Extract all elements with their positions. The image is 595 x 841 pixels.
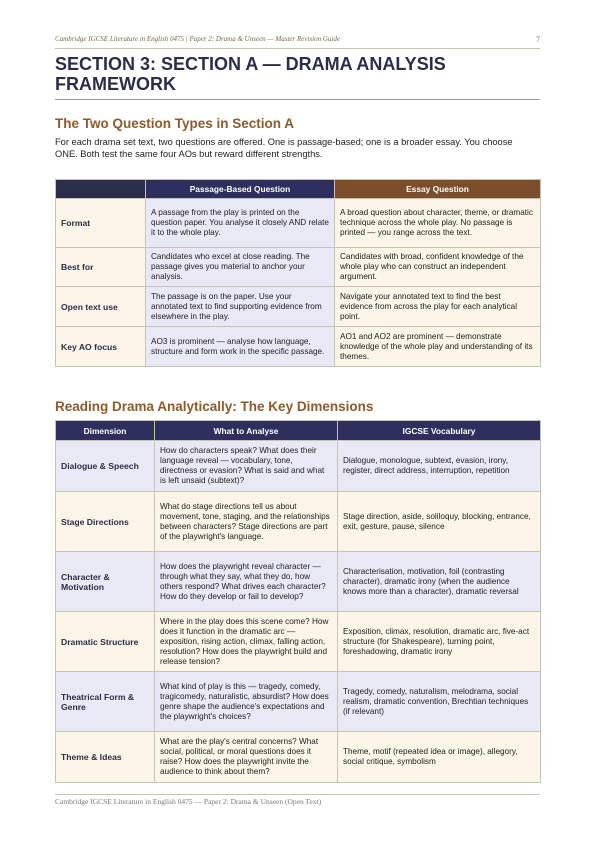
table-header-row bbox=[56, 421, 541, 441]
vocabulary-cell: Tragedy, comedy, naturalism, melodrama, social realism, dramatic convention, Brechtian techniques (if relevant) bbox=[338, 672, 541, 732]
table-row bbox=[56, 441, 541, 492]
passage-cell: AO3 is prominent — analyse how language, structure and form work in the specific passage. bbox=[146, 327, 335, 367]
question-types-intro: For each drama set text, two questions are offered. One is passage-based; one is a broader essay. You choose ONE. Both test the same four AOs but reward different strengths. bbox=[55, 137, 513, 159]
analyse-cell: How do characters speak? What does their language reveal — vocabulary, tone, directness or evasion? What is said and what is left unsaid (subtext)? bbox=[155, 441, 338, 492]
page-number: 7 bbox=[536, 35, 540, 44]
essay-cell: AO1 and AO2 are prominent — demonstrate knowledge of the whole play and understanding of its themes. bbox=[335, 327, 541, 367]
table-row bbox=[56, 287, 541, 327]
row-label: Format bbox=[56, 199, 146, 248]
column-header-dimension: Dimension bbox=[56, 421, 155, 441]
dimensions-table bbox=[55, 420, 541, 783]
essay-cell: Navigate your annotated text to find the best evidence from across the play for each analytical point. bbox=[335, 287, 541, 327]
dimensions-heading: Reading Drama Analytically: The Key Dimensions bbox=[55, 399, 374, 414]
dimension-cell: Theme & Ideas bbox=[56, 732, 155, 783]
question-types-table bbox=[55, 179, 541, 367]
row-label: Open text use bbox=[56, 287, 146, 327]
table-row bbox=[56, 327, 541, 367]
dimension-cell: Dramatic Structure bbox=[56, 612, 155, 672]
dimension-cell: Character & Motivation bbox=[56, 552, 155, 612]
vocabulary-cell: Dialogue, monologue, subtext, evasion, irony, register, direct address, interruption, repetition bbox=[338, 441, 541, 492]
dimension-cell: Stage Directions bbox=[56, 492, 155, 552]
header-divider bbox=[55, 48, 540, 49]
table-row bbox=[56, 199, 541, 248]
table-header-row bbox=[56, 180, 541, 199]
analyse-cell: What kind of play is this — tragedy, comedy, tragicomedy, naturalistic, absurdist? How does genre shape the audience's expectations and the playwright's choices? bbox=[155, 672, 338, 732]
essay-cell: Candidates with broad, confident knowledge of the whole play who can construct an independent argument. bbox=[335, 248, 541, 287]
passage-cell: A passage from the play is printed on the question paper. You analyse it closely AND relate it to the whole play. bbox=[146, 199, 335, 248]
analyse-cell: How does the playwright reveal character — through what they say, what they do, how others respond? What drives each character? How do they develop or fail to develop? bbox=[155, 552, 338, 612]
page-footer: Cambridge IGCSE Literature in English 0475 — Paper 2: Drama & Unseen (Open Text) bbox=[55, 797, 322, 806]
vocabulary-cell: Stage direction, aside, soliloquy, blocking, entrance, exit, gesture, pause, silence bbox=[338, 492, 541, 552]
dimension-cell: Theatrical Form & Genre bbox=[56, 672, 155, 732]
essay-cell: A broad question about character, theme, or dramatic technique across the whole play. No passage is printed — you range across the text. bbox=[335, 199, 541, 248]
vocabulary-cell: Exposition, climax, resolution, dramatic arc, five-act structure (for Shakespeare), turning point, foreshadowing, dramatic irony bbox=[338, 612, 541, 672]
title-divider bbox=[55, 99, 540, 100]
row-label: Best for bbox=[56, 248, 146, 287]
vocabulary-cell: Characterisation, motivation, foil (contrasting character), dramatic irony (when the audience knows more than a character), dramatic reversal bbox=[338, 552, 541, 612]
vocabulary-cell: Theme, motif (repeated idea or image), allegory, social critique, symbolism bbox=[338, 732, 541, 783]
table-row bbox=[56, 732, 541, 783]
column-header-blank bbox=[56, 180, 146, 199]
footer-divider bbox=[55, 794, 540, 795]
column-header-passage: Passage-Based Question bbox=[146, 180, 335, 199]
running-title: Cambridge IGCSE Literature in English 0475 | Paper 2: Drama & Unseen — Master Revision Guide bbox=[55, 35, 340, 43]
analyse-cell: Where in the play does this scene come? How does it function in the dramatic arc — exposition, rising action, climax, falling action, resolution? How does the playwright build and release tension? bbox=[155, 612, 338, 672]
analyse-cell: What do stage directions tell us about movement, tone, staging, and the relationships between characters? Stage directions are part of the playwright's language. bbox=[155, 492, 338, 552]
question-types-heading: The Two Question Types in Section A bbox=[55, 116, 295, 131]
row-label: Key AO focus bbox=[56, 327, 146, 367]
column-header-vocabulary: IGCSE Vocabulary bbox=[338, 421, 541, 441]
table-row bbox=[56, 492, 541, 552]
section-title: SECTION 3: SECTION A — DRAMA ANALYSIS FRAMEWORK bbox=[55, 54, 446, 94]
running-header bbox=[55, 35, 540, 49]
column-header-essay: Essay Question bbox=[335, 180, 541, 199]
passage-cell: Candidates who excel at close reading. The passage gives you material to anchor your analysis. bbox=[146, 248, 335, 287]
dimension-cell: Dialogue & Speech bbox=[56, 441, 155, 492]
table-row bbox=[56, 552, 541, 612]
table-row bbox=[56, 248, 541, 287]
table-row bbox=[56, 612, 541, 672]
table-row bbox=[56, 672, 541, 732]
analyse-cell: What are the play's central concerns? What social, political, or moral questions does it raise? How does the playwright invite the audience to think about them? bbox=[155, 732, 338, 783]
passage-cell: The passage is on the paper. Use your annotated text to find supporting evidence from elsewhere in the play. bbox=[146, 287, 335, 327]
column-header-analyse: What to Analyse bbox=[155, 421, 338, 441]
